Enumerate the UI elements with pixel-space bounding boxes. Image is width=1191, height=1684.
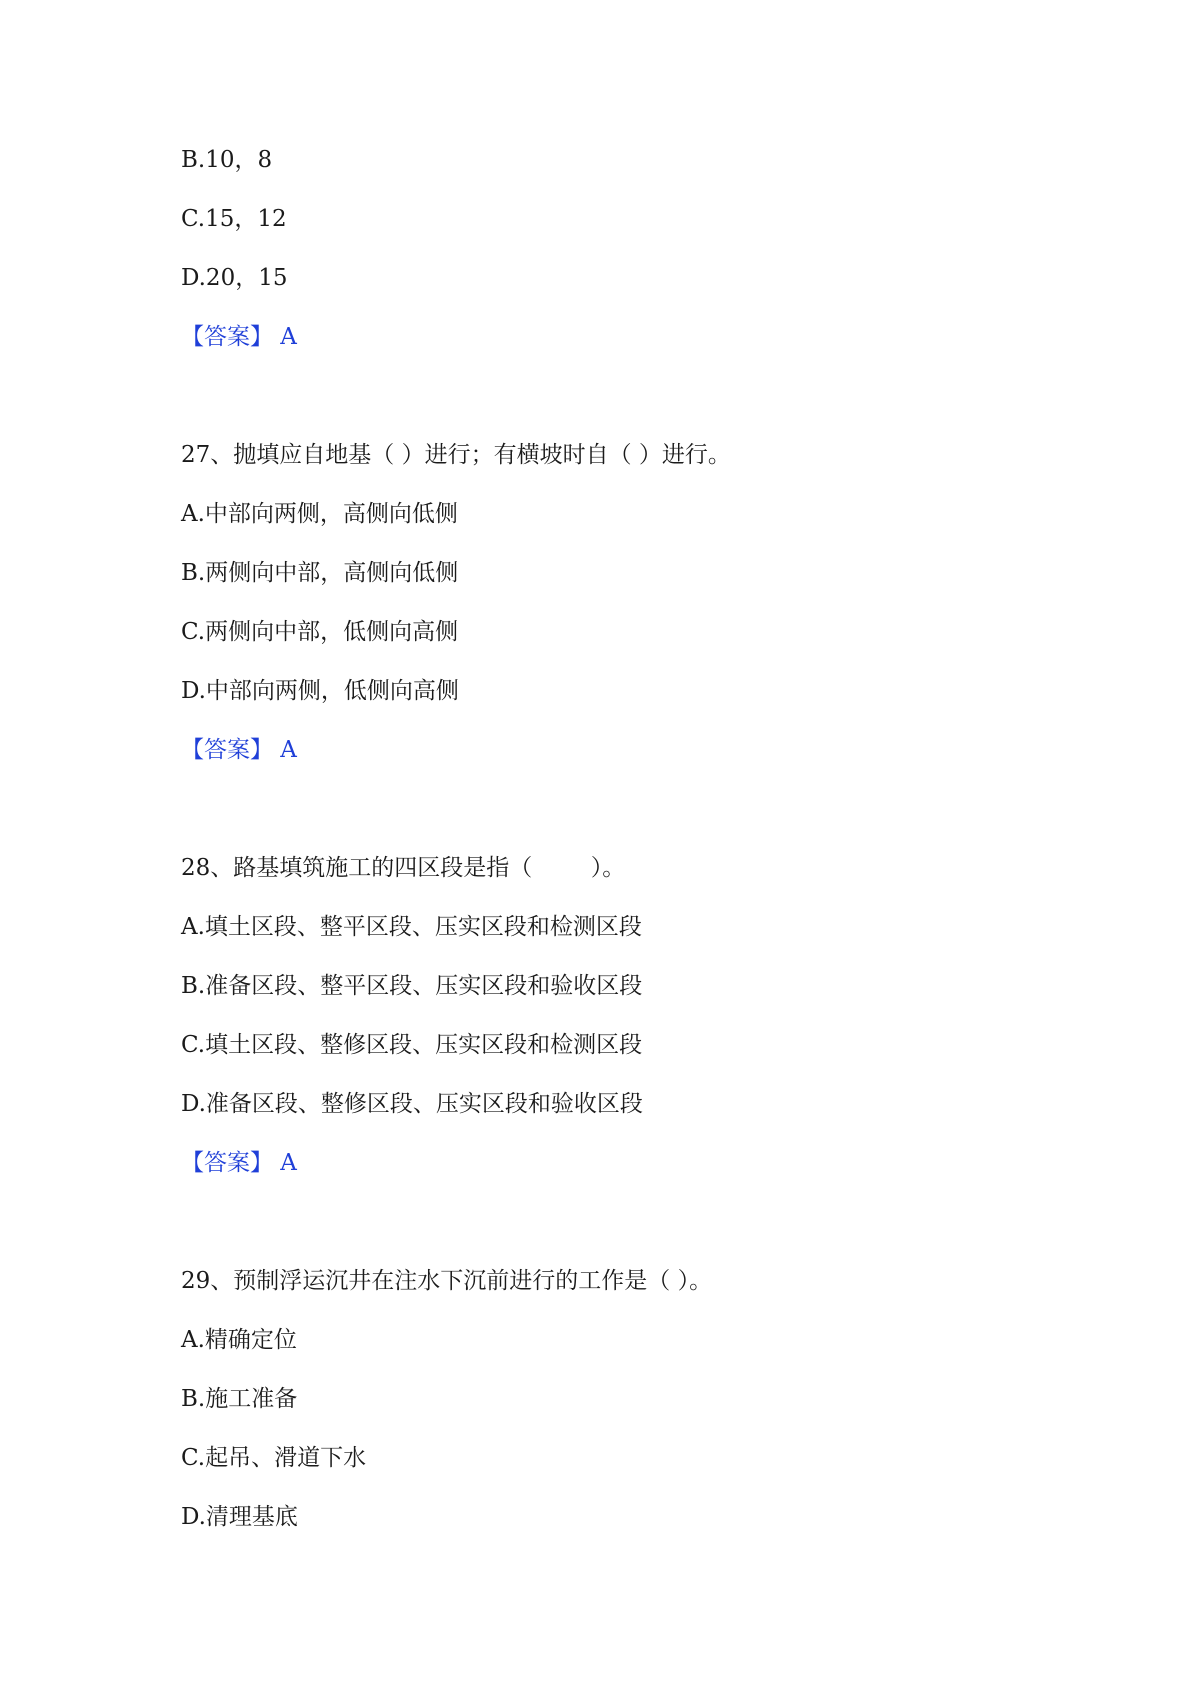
q29-option-b: B.施工准备 xyxy=(181,1386,298,1412)
q29-option-a: A.精确定位 xyxy=(181,1327,297,1353)
q28-option-d: D.准备区段、整修区段、压实区段和验收区段 xyxy=(181,1091,643,1117)
q27-option-b: B.两侧向中部，高侧向低侧 xyxy=(181,560,459,586)
q29-option-d: D.清理基底 xyxy=(181,1504,298,1530)
q28-answer: 【答案】 A xyxy=(181,1150,297,1176)
q29-option-c: C.起吊、滑道下水 xyxy=(181,1445,367,1471)
q28-option-a: A.填土区段、整平区段、压实区段和检测区段 xyxy=(181,914,642,940)
q26-option-b: B.10，8 xyxy=(181,147,273,173)
q26-option-d: D.20，15 xyxy=(181,265,288,291)
q27-option-a: A.中部向两侧，高侧向低侧 xyxy=(181,501,458,527)
q26-option-c: C.15，12 xyxy=(181,206,287,232)
q28-question: 28、路基填筑施工的四区段是指（ ）。 xyxy=(181,855,626,881)
q27-question: 27、抛填应自地基（ ）进行；有横坡时自（ ）进行。 xyxy=(181,442,731,468)
q27-option-c: C.两侧向中部，低侧向高侧 xyxy=(181,619,459,645)
q29-question: 29、预制浮运沉井在注水下沉前进行的工作是（ ）。 xyxy=(181,1268,713,1294)
q26-answer: 【答案】 A xyxy=(181,324,297,350)
q28-option-c: C.填土区段、整修区段、压实区段和检测区段 xyxy=(181,1032,643,1058)
q27-answer: 【答案】 A xyxy=(181,737,297,763)
q28-option-b: B.准备区段、整平区段、压实区段和验收区段 xyxy=(181,973,643,999)
q27-option-d: D.中部向两侧，低侧向高侧 xyxy=(181,678,459,704)
